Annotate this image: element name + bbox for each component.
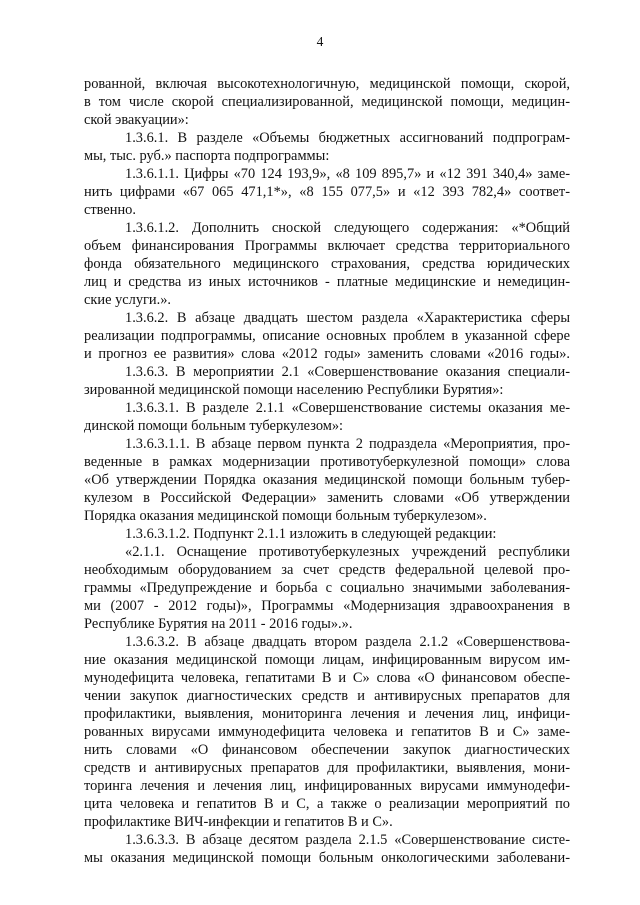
text-line: ской эвакуации»:	[84, 112, 189, 128]
text-line: мы, тыс. руб.» паспорта подпрограммы:	[84, 148, 330, 164]
text-line: реализации подпрограммы, описание основных проблем в указанной сфере	[84, 328, 570, 344]
text-line: рованных вирусами иммунодефицита человека и гепатитов В и С» заме-	[84, 724, 570, 740]
text-line: 1.3.6.3.2. В абзаце двадцать втором раздела 2.1.2 «Совершенствова-	[125, 634, 570, 650]
text-line: ми (2007 - 2012 годы)», Программы «Модернизация здравоохранения в	[84, 598, 570, 614]
text-line: чении закупок диагностических средств и антивирусных препаратов для	[84, 688, 570, 704]
text-line: средств и антивирусных препаратов для профилактики, выявления, мони-	[84, 760, 570, 776]
text-line: Порядка оказания медицинской помощи больным туберкулезом».	[84, 508, 487, 524]
text-line: 1.3.6.1.1. Цифры «70 124 193,9», «8 109 895,7» и «12 391 340,4» заме-	[125, 166, 570, 182]
text-line: «2.1.1. Оснащение противотуберкулезных учреждений республики	[125, 544, 570, 560]
text-line: цита человека и гепатитов В и С, а также о реализации мероприятий по	[84, 796, 570, 812]
text-line: профилактики, выявления, мониторинга лечения и лечения лиц, инфици-	[84, 706, 570, 722]
text-line: 1.3.6.3.1.1. В абзаце первом пункта 2 подраздела «Мероприятия, про-	[125, 436, 570, 452]
text-line: мунодефицита человека, гепатитами В и С» слова «О финансовом обеспе-	[84, 670, 570, 686]
text-line: в том числе скорой специализированной, медицинской помощи, медицин-	[84, 94, 570, 110]
text-line: веденные в рамках модернизации противотуберкулезной помощи» слова	[84, 454, 570, 470]
text-line: ские услуги.».	[84, 292, 172, 308]
text-line: фонда обязательного медицинского страхования, средства юридических	[84, 256, 570, 272]
text-line: 1.3.6.2. В абзаце двадцать шестом раздела «Характеристика сферы	[125, 310, 570, 326]
text-line: 1.3.6.3.3. В абзаце десятом раздела 2.1.5 «Совершенствование систе-	[125, 832, 570, 848]
text-line: Республике Бурятия на 2011 - 2016 годы».».	[84, 616, 353, 632]
text-line: нить цифрами «67 065 471,1*», «8 155 077,5» и «12 393 782,4» соответ-	[84, 184, 570, 200]
page-number: 4	[316, 34, 324, 49]
text-line: зированной медицинской помощи населению Республики Бурятия»:	[84, 382, 504, 398]
text-line: нить словами «О финансовом обеспечении закупок диагностических	[84, 742, 570, 758]
text-line: мы оказания медицинской помощи больным онкологическими заболевани-	[84, 850, 570, 866]
text-line: 1.3.6.1.2. Дополнить сноской следующего содержания: «*Общий	[125, 220, 570, 236]
text-line: 1.3.6.3.1. В разделе 2.1.1 «Совершенствование системы оказания ме-	[125, 400, 570, 416]
text-line: «Об утверждении Порядка оказания медицинской помощи больным тубер-	[84, 472, 570, 488]
text-line: ние оказания медицинской помощи лицам, инфицированным вирусом им-	[84, 652, 570, 668]
text-line: 1.3.6.1. В разделе «Объемы бюджетных ассигнований подпрограм-	[125, 130, 570, 146]
text-line: объем финансирования Программы включает средства территориального	[84, 238, 570, 254]
text-line: динской помощи больным туберкулезом»:	[84, 418, 344, 434]
text-line: рованной, включая высокотехнологичную, медицинской помощи, скорой,	[84, 76, 570, 92]
text-line: граммы «Предупреждение и борьба с социально значимыми заболевания-	[84, 580, 570, 596]
text-line: 1.3.6.3. В мероприятии 2.1 «Совершенствование оказания специали-	[125, 364, 570, 380]
text-line: торинга лечения и лечения лиц, инфицированных вирусами иммунодефи-	[84, 778, 570, 794]
text-line: ственно.	[84, 202, 136, 218]
text-line: и прогноз ее развития» слова «2012 годы» заменить словами «2016 годы».	[84, 346, 570, 362]
text-line: необходимым оборудованием за счет средств федеральной целевой про-	[84, 562, 570, 578]
text-line: профилактике ВИЧ-инфекции и гепатитов В и С».	[84, 814, 393, 830]
text-line: лиц и средства из иных источников - платные медицинские и немедицин-	[84, 274, 570, 290]
text-line: 1.3.6.3.1.2. Подпункт 2.1.1 изложить в следующей редакции:	[125, 526, 497, 542]
text-line: кулезом в Российской Федерации» заменить словами «Об утверждении	[84, 490, 570, 506]
